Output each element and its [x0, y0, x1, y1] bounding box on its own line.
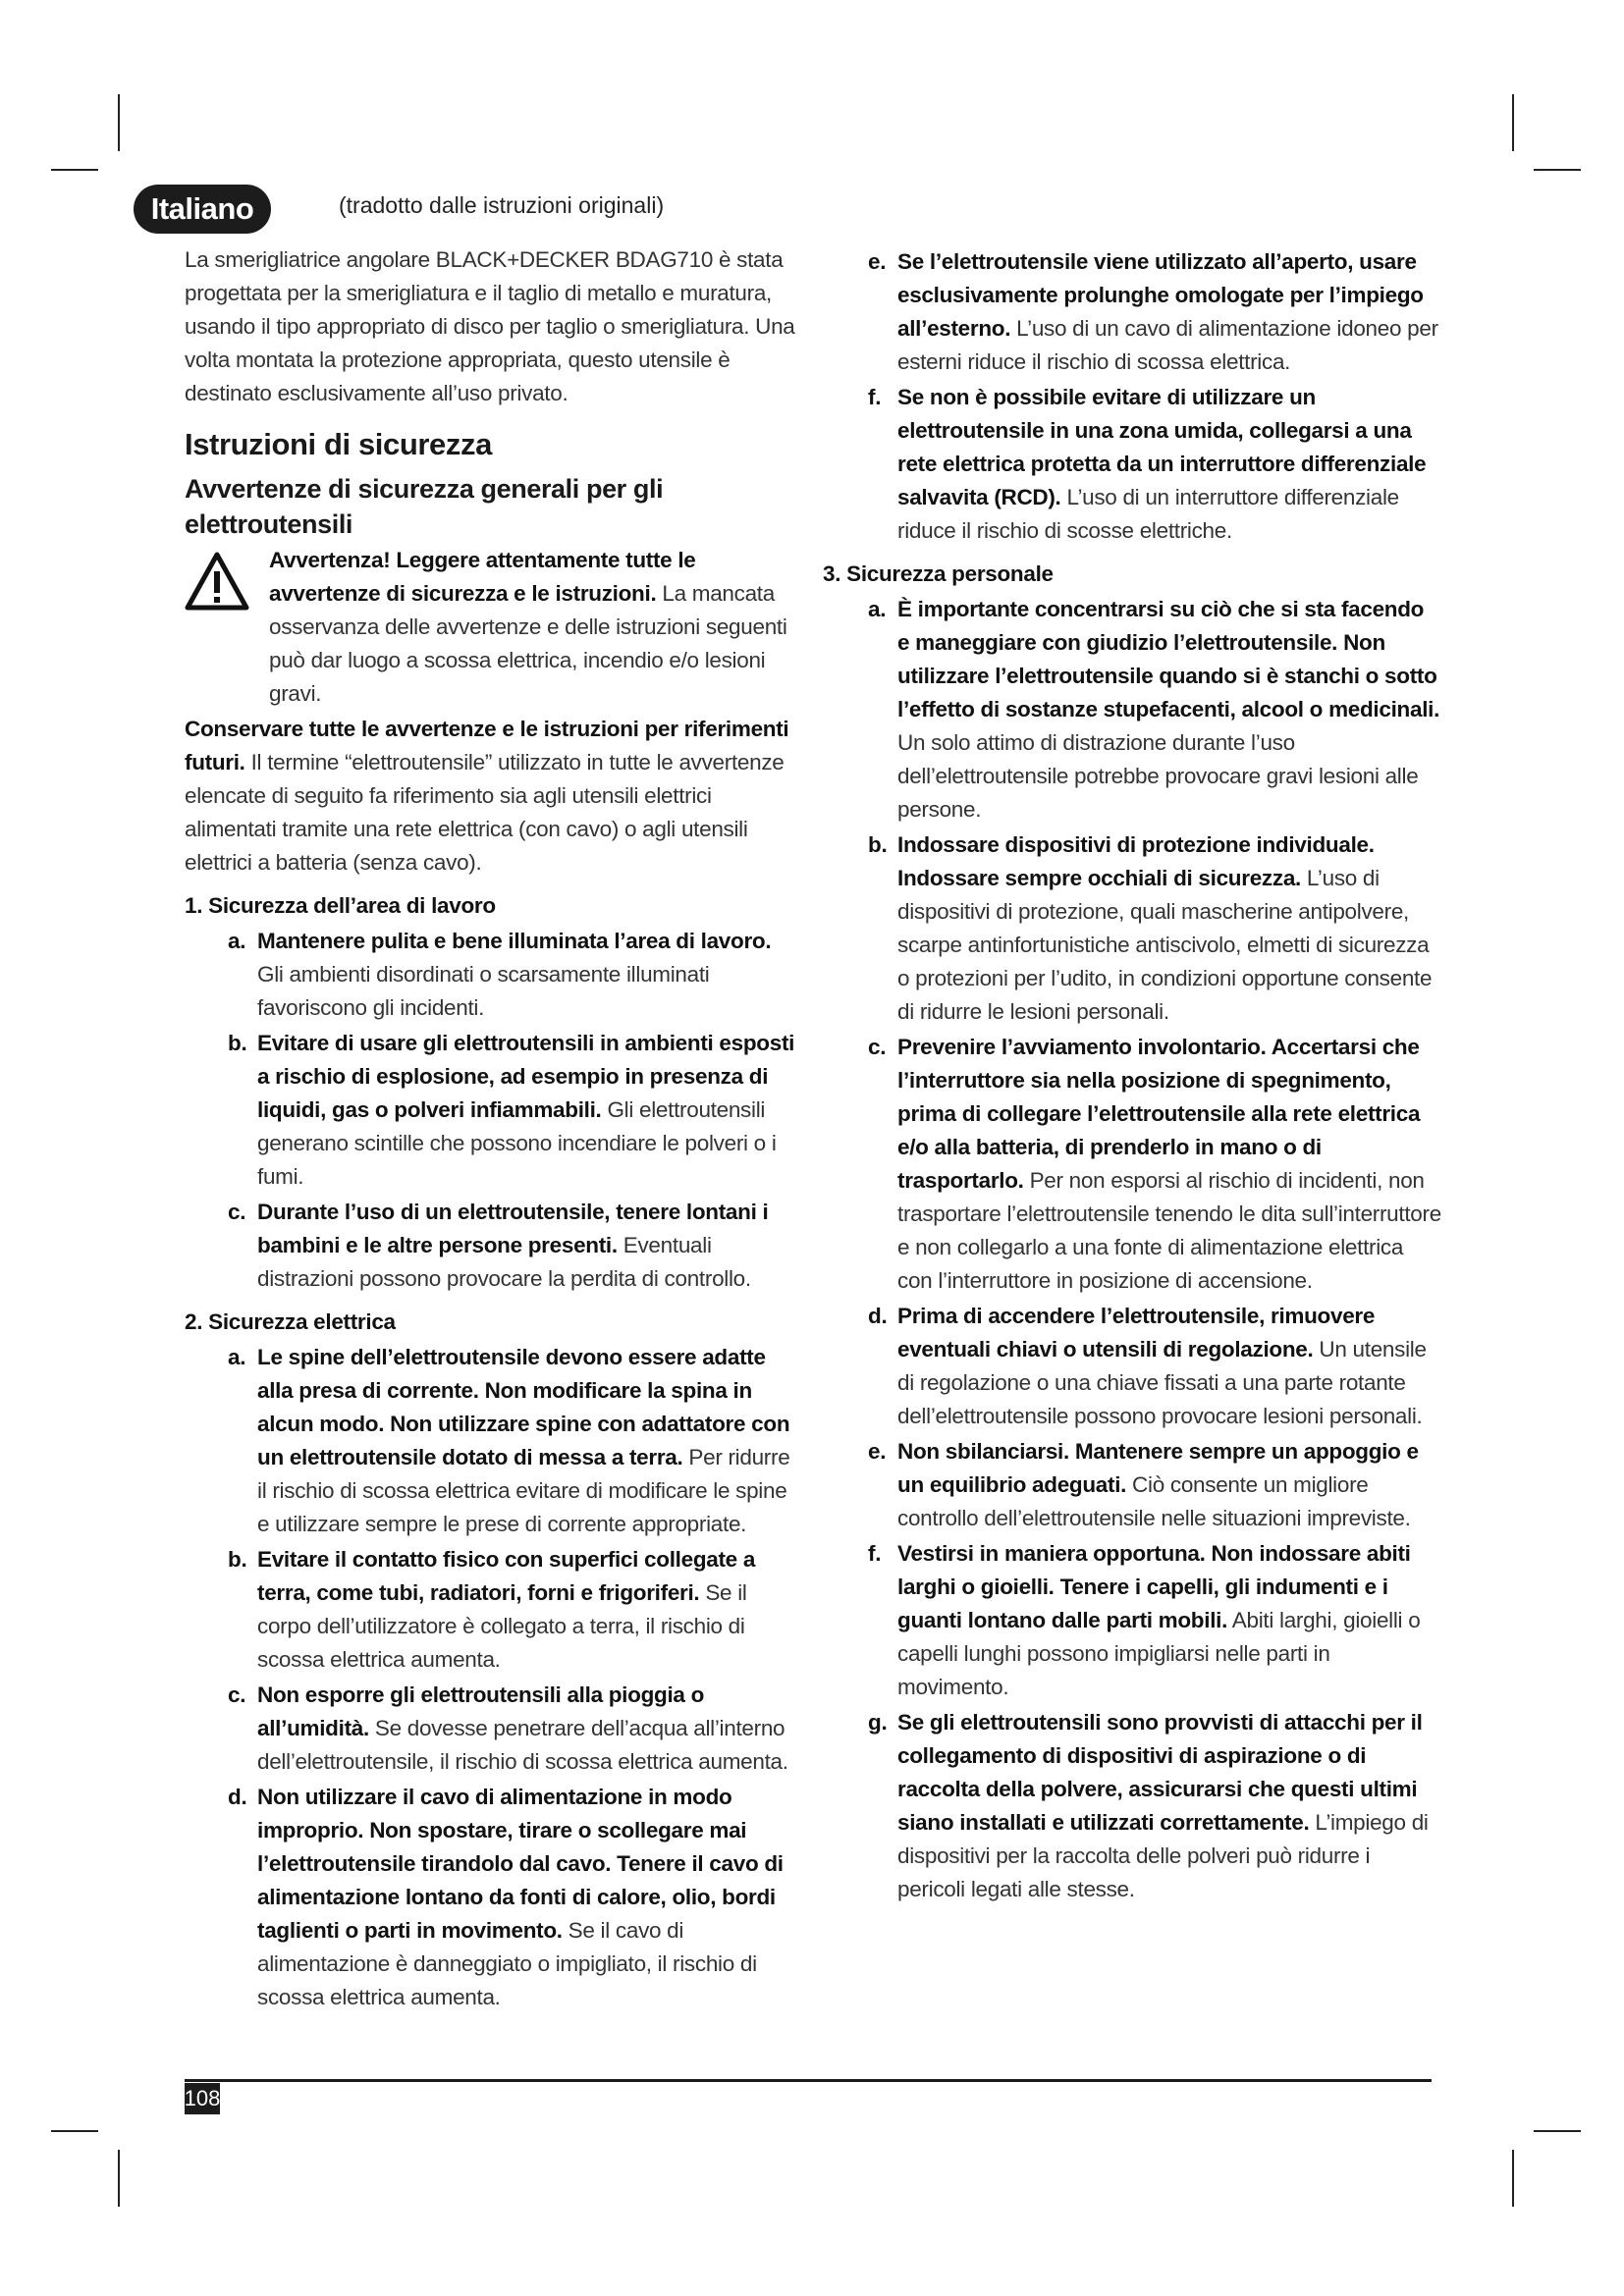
- list-item: c. Durante l’uso di un elettroutensile, tenere lontani i bambini e le altre persone presenti. Eventuali distrazioni possono provocare la perdita di controllo.: [228, 1200, 769, 1291]
- page-number: 108: [185, 2083, 220, 2114]
- list-item: b. Evitare di usare gli elettroutensili in ambienti esposti a rischio di esplosione, ad esempio in presenza di liquidi, gas o polveri infiammabili. Gli elettroutensili generano scintille che possono incendiare le polveri o i fumi.: [228, 1031, 795, 1189]
- warning-bold-text: Avvertenza! Leggere attentamente tutte le avvertenze di sicurezza e le istruzioni.: [269, 548, 696, 606]
- list-item: a. È importante concentrarsi su ciò che si sta facendo e maneggiare con giudizio l’elettroutensile. Non utilizzare l’elettroutensile quando si è stanchi o sotto l’effetto di sostanze stupefacenti, alcool o medicinali. Un solo attimo di distrazione durante l’uso dell’elettroutensile potrebbe provocare gravi lesioni alle persone.: [868, 597, 1440, 822]
- list-item: d. Non utilizzare il cavo di alimentazione in modo improprio. Non spostare, tirare o scollegare mai l’elettroutensile tirandolo dal cavo. Tenere il cavo di alimentazione lontano da fonti di calore, olio, bordi taglienti o parti in movimento. Se il cavo di alimentazione è danneggiato o impigliato, il rischio di scossa elettrica aumenta.: [228, 1785, 784, 2009]
- list-item: e. Non sbilanciarsi. Mantenere sempre un appoggio e un equilibrio adeguati. Ciò consente un migliore controllo dell’elettroutensile nelle situazioni impreviste.: [868, 1439, 1419, 1530]
- section-title-electrical: 2. Sicurezza elettrica: [185, 1309, 396, 1334]
- left-column: [185, 243, 798, 2014]
- section-title-work-area: 1. Sicurezza dell’area di lavoro: [185, 893, 496, 918]
- section-title-personal-safety: 3. Sicurezza personale: [823, 561, 1054, 586]
- list-item: b. Indossare dispositivi di protezione individuale. Indossare sempre occhiali di sicurezza. L’uso di dispositivi di protezione, quali mascherine antipolvere, scarpe antinfortunistiche antiscivolo, elmetti di sicurezza o protezioni per l’udito, in condizioni opportune consente di ridurre le lesioni personali.: [868, 832, 1433, 1024]
- translation-note: (tradotto dalle istruzioni originali): [339, 192, 665, 218]
- crop-mark: [1512, 94, 1514, 151]
- list-item: e. Se l’elettroutensile viene utilizzato all’aperto, usare esclusivamente prolunghe omologate per l’impiego all’esterno. L’uso di un cavo di alimentazione idoneo per esterni riduce il rischio di scossa elettrica.: [868, 249, 1438, 374]
- list-item: b. Evitare il contatto fisico con superfici collegate a terra, come tubi, radiatori, forni e frigoriferi. Se il corpo dell’utilizzatore è collegato a terra, il rischio di scossa elettrica aumenta.: [228, 1547, 756, 1672]
- crop-mark: [1534, 169, 1581, 171]
- crop-mark: [51, 169, 98, 171]
- list-item: f. Se non è possibile evitare di utilizzare un elettroutensile in una zona umida, collegarsi a una rete elettrica protetta da un interruttore differenziale salvavita (RCD). L’uso di un interruttore differenziale riduce il rischio di scosse elettriche.: [868, 385, 1427, 543]
- warning-text: La mancata osservanza delle avvertenze e delle istruzioni seguenti può dar luogo a scossa elettrica, incendio e/o lesioni gravi.: [269, 581, 787, 706]
- list-item: f. Vestirsi in maniera opportuna. Non indossare abiti larghi o gioielli. Tenere i capelli, gli indumenti e i guanti lontano dalle parti mobili. Abiti larghi, gioielli o capelli lunghi possono impigliarsi nelle parti in movimento.: [868, 1541, 1421, 1699]
- warning-triangle-icon: [185, 544, 253, 711]
- list-item: a. Le spine dell’elettroutensile devono essere adatte alla presa di corrente. Non modificare la spina in alcun modo. Non utilizzare spine con adattatore con un elettroutensile dotato di messa a terra. Per ridurre il rischio di scossa elettrica evitare di modificare le spine e utilizzare sempre le prese di corrente appropriate.: [228, 1345, 790, 1536]
- right-column: [823, 243, 1441, 1906]
- list-item: c. Prevenire l’avviamento involontario. Accertarsi che l’interruttore sia nella posizione di spegnimento, prima di collegare l’elettroutensile alla rete elettrica e/o alla batteria, di prenderlo in mano o di trasportarlo. Per non esporsi al rischio di incidenti, non trasportare l’elettroutensile tenendo le dita sull’interruttore e non collegarlo a una fonte di alimentazione elettrica con l’interruttore in posizione di accensione.: [868, 1035, 1441, 1293]
- list-item: a. Mantenere pulita e bene illuminata l’area di lavoro. Gli ambienti disordinati o scarsamente illuminati favoriscono gli incidenti.: [228, 929, 772, 1020]
- list-item: c. Non esporre gli elettroutensili alla pioggia o all’umidità. Se dovesse penetrare dell’acqua all’interno dell’elettroutensile, il rischio di scossa elettrica aumenta.: [228, 1682, 788, 1774]
- subsection-heading: Avvertenze di sicurezza generali per gli elettroutensili: [185, 474, 664, 539]
- footer-rule: [185, 2079, 1432, 2082]
- list-item: g. Se gli elettroutensili sono provvisti di attacchi per il collegamento di dispositivi di aspirazione o di raccolta della polvere, assicurarsi che questi ultimi siano installati e utilizzati correttamente. L’impiego di dispositivi per la raccolta delle polveri può ridurre i pericoli legati alle stesse.: [868, 1710, 1429, 1901]
- intro-paragraph: La smerigliatrice angolare BLACK+DECKER BDAG710 è stata progettata per la smerigliatura e il taglio di metallo e muratura, usando il tipo appropriato di disco per taglio o smerigliatura. Una volta montata la protezione appropriata, questo utensile è destinato esclusivamente all’uso privato.: [185, 247, 795, 405]
- warning-block: [185, 544, 798, 711]
- crop-mark: [51, 2130, 98, 2132]
- language-badge: Italiano: [134, 185, 271, 234]
- crop-mark: [118, 94, 120, 151]
- keep-instructions-bold: Conservare tutte le avvertenze e le istruzioni per riferimenti futuri.: [185, 717, 789, 774]
- crop-mark: [118, 2150, 120, 2207]
- crop-mark: [1534, 2130, 1581, 2132]
- section-heading: Istruzioni di sicurezza: [185, 427, 492, 461]
- crop-mark: [1512, 2150, 1514, 2207]
- list-item: d. Prima di accendere l’elettroutensile, rimuovere eventuali chiavi o utensili di regolazione. Un utensile di regolazione o una chiave fissati a una parte rotante dell’elettroutensile possono provocare lesioni personali.: [868, 1304, 1427, 1428]
- keep-instructions-text: Il termine “elettroutensile” utilizzato in tutte le avvertenze elencate di seguito fa riferimento sia agli utensili elettrici alimentati tramite una rete elettrica (con cavo) o agli utensili elettrici a batteria (senza cavo).: [185, 750, 785, 875]
